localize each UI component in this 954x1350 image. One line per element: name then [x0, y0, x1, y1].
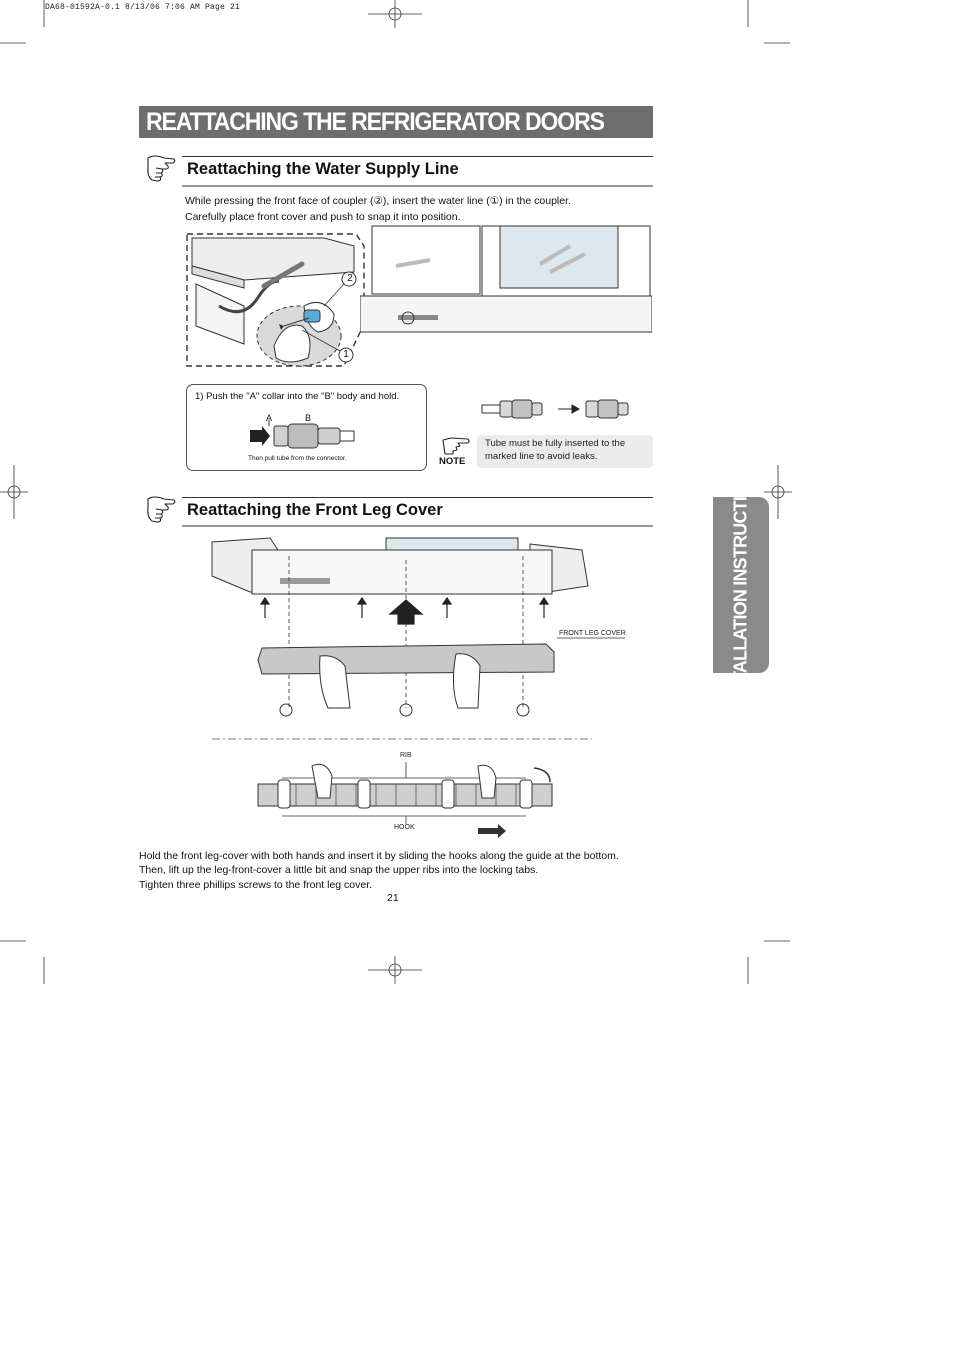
step-label-a: A — [266, 413, 273, 423]
front-leg-cover-leader — [555, 637, 627, 641]
side-tab-label: INSTALLATION INSTRUCTIONS — [730, 460, 751, 710]
leg-cover-instruction-2: Then, lift up the leg-front-cover a little bit and snap the upper ribs into the locking tabs. — [139, 864, 539, 876]
note-text-line-1: Tube must be fully inserted to the — [485, 438, 626, 449]
note-label: NOTE — [439, 456, 466, 467]
hook-label: HOOK — [394, 824, 415, 831]
hand-pointer-icon — [144, 493, 178, 527]
page-title: REATTACHING THE REFRIGERATOR DOORS — [146, 108, 604, 136]
callout-2: 2 — [347, 273, 353, 284]
note-text-line-2: marked line to avoid leaks. — [485, 451, 598, 462]
step-caption: Then pull tube from the connector. — [248, 455, 347, 462]
section-rule-leg-cover — [182, 496, 654, 530]
water-instruction-2: Carefully place front cover and push to snap it into position. — [185, 211, 461, 223]
step-text: 1) Push the "A" collar into the "B" body and hold. — [195, 391, 400, 402]
print-header: DA68-01592A-0.1 8/13/06 7:06 AM Page 21 — [45, 3, 241, 12]
front-leg-cover-label: FRONT LEG COVER — [559, 630, 626, 637]
leg-cover-instruction-1: Hold the front leg-cover with both hands and insert it by sliding the hooks along the guide at the bottom. — [139, 850, 619, 862]
section-title-leg-cover: Reattaching the Front Leg Cover — [187, 501, 443, 519]
section-rule-water — [182, 155, 654, 189]
tube-comparison-illustration — [480, 398, 640, 420]
section-divider — [212, 738, 592, 742]
section-title-water: Reattaching the Water Supply Line — [187, 160, 459, 178]
leg-cover-instruction-3: Tighten three phillips screws to the front leg cover. — [139, 879, 373, 891]
slide-arrow-icon — [476, 824, 508, 838]
hand-pointer-icon — [144, 152, 178, 186]
callout-1: 1 — [343, 349, 349, 360]
coupler-detail-illustration — [184, 226, 384, 374]
step-label-b: B — [305, 413, 312, 423]
water-instruction-1: While pressing the front face of coupler (②), insert the water line (①) in the coupler. — [185, 195, 571, 207]
connector-illustration — [248, 420, 358, 452]
page-number: 21 — [387, 892, 399, 904]
rib-label: RIB — [400, 752, 412, 759]
fridge-bottom-illustration — [360, 224, 652, 338]
leg-cover-illustration — [210, 536, 592, 718]
note-text — [485, 437, 625, 463]
hand-pointer-icon — [441, 436, 471, 456]
